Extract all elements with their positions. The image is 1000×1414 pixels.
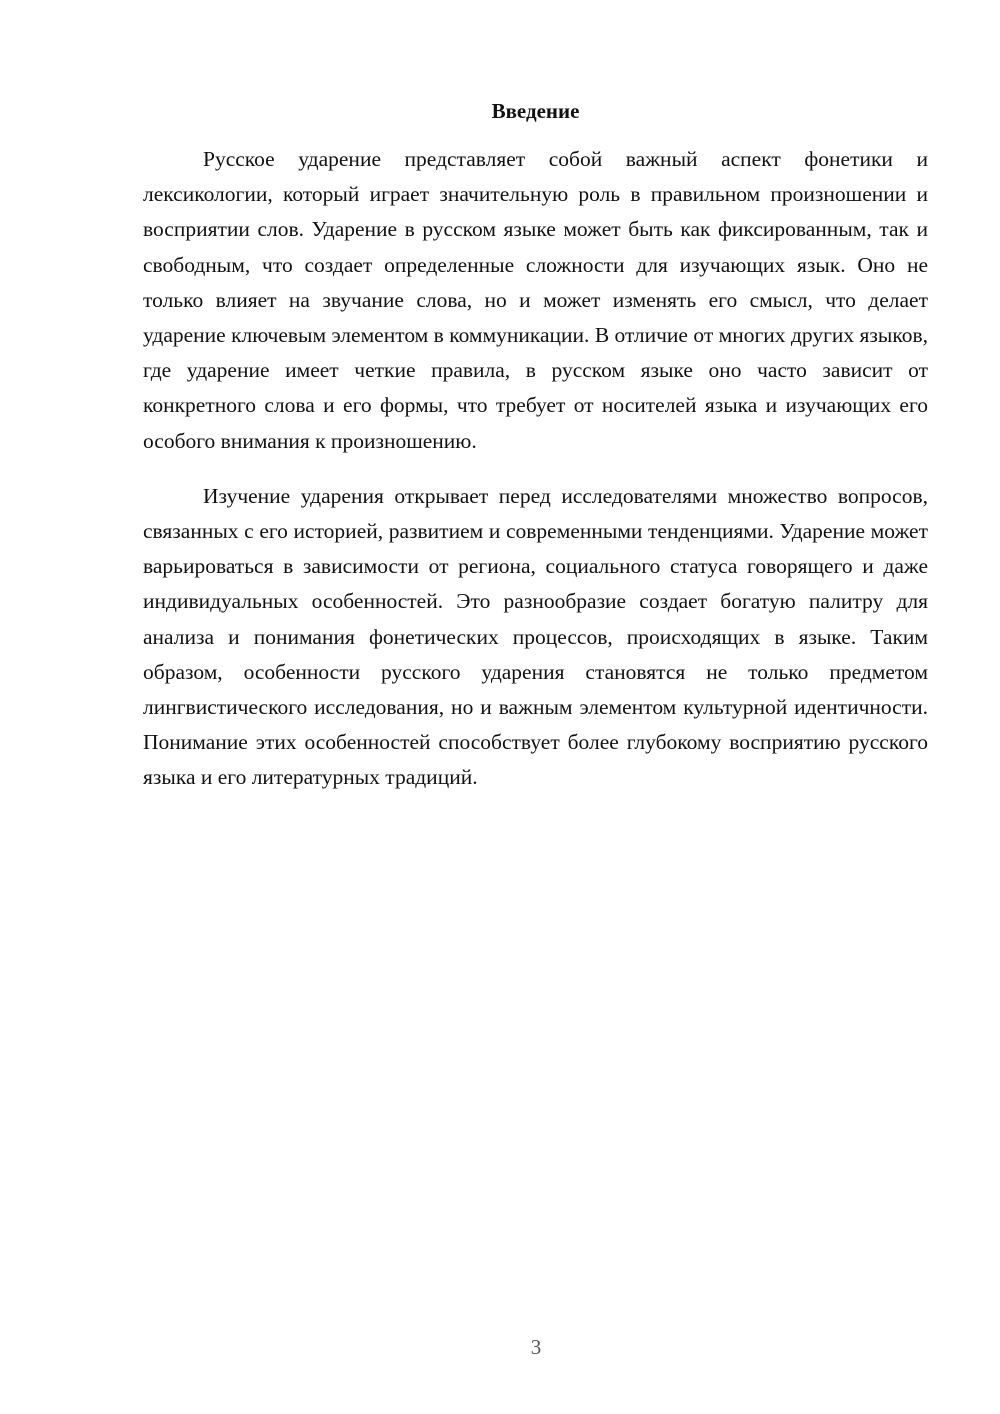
page-number: 3 [530, 1335, 542, 1359]
paragraph-1: Русское ударение представляет собой важный аспект фонетики и лексикологии, который играет значительную роль в правильном произношении и восприятии слов. Ударение в русском языке может быть как фиксированным, так и свободным, что создает определенные сложности для изучающих язык. Оно не только влияет на звучание слова, но и может изменять его смысл, что делает ударение ключевым элементом в коммуникации. В отличие от многих других языков, где ударение имеет четкие правила, в русском языке оно часто зависит от конкретного слова и его формы, что требует от носителей языка и изучающих его особого внимания к произношению. [143, 147, 928, 453]
body-text [143, 142, 928, 816]
section-title: Введение [491, 99, 580, 123]
paragraph-2: Изучение ударения открывает перед исследователями множество вопросов, связанных с его историей, развитием и современными тенденциями. Ударение может варьироваться в зависимости от региона, социального статуса говорящего и даже индивидуальных особенностей. Это разнообразие создает богатую палитру для анализа и понимания фонетических процессов, происходящих в языке. Таким образом, особенности русского ударения становятся не только предметом лингвистического исследования, но и важным элементом культурной идентичности. Понимание этих особенностей способствует более глубокому восприятию русского языка и его литературных традиций. [143, 483, 928, 790]
